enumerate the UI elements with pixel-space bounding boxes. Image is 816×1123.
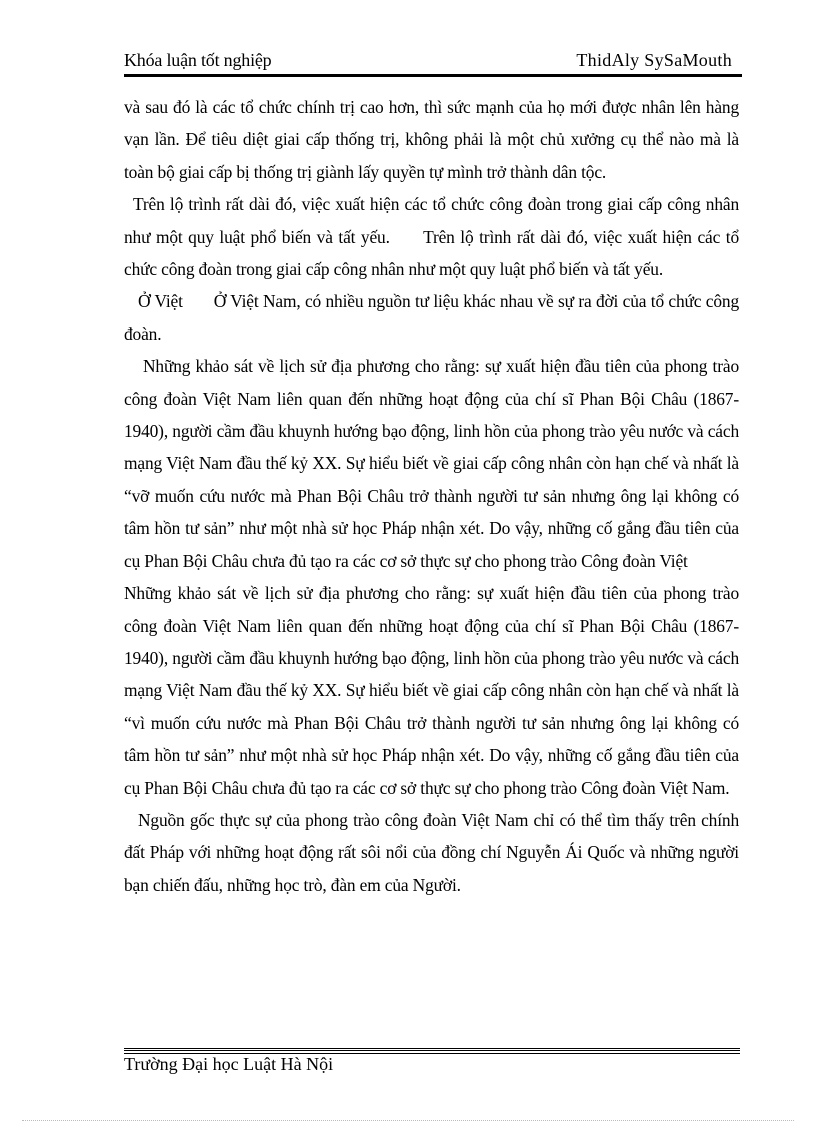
footer-divider (124, 1048, 740, 1051)
page-footer: Trường Đại học Luật Hà Nội (124, 1054, 334, 1074)
paragraph: Trên lộ trình rất dài đó, việc xuất hiện các tổ chức công đoàn trong giai cấp công nhân như một quy luật phổ biến và tất yếu. Trên lộ trình rất dài đó, việc xuất hiện các tổ chức công đoàn trong giai cấp công nhân như một quy luật phổ biến và tất yếu. (124, 194, 744, 280)
page-boundary (22, 1120, 794, 1121)
paragraph: Nguồn gốc thực sự của phong trào công đoàn Việt Nam chỉ có thể tìm thấy trên chính đất Pháp với những hoạt động rất sôi nổi của đồng chí Nguyễn Ái Quốc và những người bạn chiến đấu, những học trò, đàn em của Người. (124, 809, 739, 895)
page-header (124, 48, 742, 77)
document-body (124, 91, 748, 901)
paragraph: và sau đó là các tổ chức chính trị cao hơn, thì sức mạnh của họ mới được nhân lên hàng vạn lần. Để tiêu diệt giai cấp thống trị, không phải là một chủ xưởng cụ thể nào mà là toàn bộ giai cấp bị thống trị giành lấy quyền tự mình trở thành dân tộc. (124, 97, 739, 182)
paragraph: Những khảo sát về lịch sử địa phương cho rằng: sự xuất hiện đầu tiên của phong trào công đoàn Việt Nam liên quan đến những hoạt động của chí sĩ Phan Bội Châu (1867-1940), người cầm đầu khuynh hướng bạo động, linh hồn của phong trào yêu nước và cách mạng Việt Nam đầu thế kỷ XX. Sự hiểu biết về giai cấp công nhân còn hạn chế và nhất là “vì muốn cứu nước mà Phan Bội Châu trở thành người tư sản nhưng ông lại không có tâm hồn tư sản” như một nhà sử học Pháp nhận xét. Do vậy, những cố gắng đầu tiên của cụ Phan Bội Châu chưa đủ tạo ra các cơ sở thực sự cho phong trào Công đoàn Việt Nam. (124, 583, 748, 798)
paragraph: Ở Việt Ở Việt Nam, có nhiều nguồn tư liệu khác nhau về sự ra đời của tổ chức công đoàn. (124, 291, 744, 344)
header-title: Khóa luận tốt nghiệp (124, 50, 272, 70)
paragraph: Những khảo sát về lịch sử địa phương cho rằng: sự xuất hiện đầu tiên của phong trào công đoàn Việt Nam liên quan đến những hoạt động của chí sĩ Phan Bội Châu (1867-1940), người cầm đầu khuynh hướng bạo động, linh hồn của phong trào yêu nước và cách mạng Việt Nam đầu thế kỷ XX. Sự hiểu biết về giai cấp công nhân còn hạn chế và nhất là “vỡ muốn cứu nước mà Phan Bội Châu trở thành người tư sản nhưng ông lại không có tâm hồn tư sản” như một nhà sử học Pháp nhận xét. Do vậy, những cố gắng đầu tiên của cụ Phan Bội Châu chưa đủ tạo ra các cơ sở thực sự cho phong trào Công đoàn Việt (124, 356, 739, 571)
header-author: ThidAly SySaMouth (576, 50, 732, 70)
